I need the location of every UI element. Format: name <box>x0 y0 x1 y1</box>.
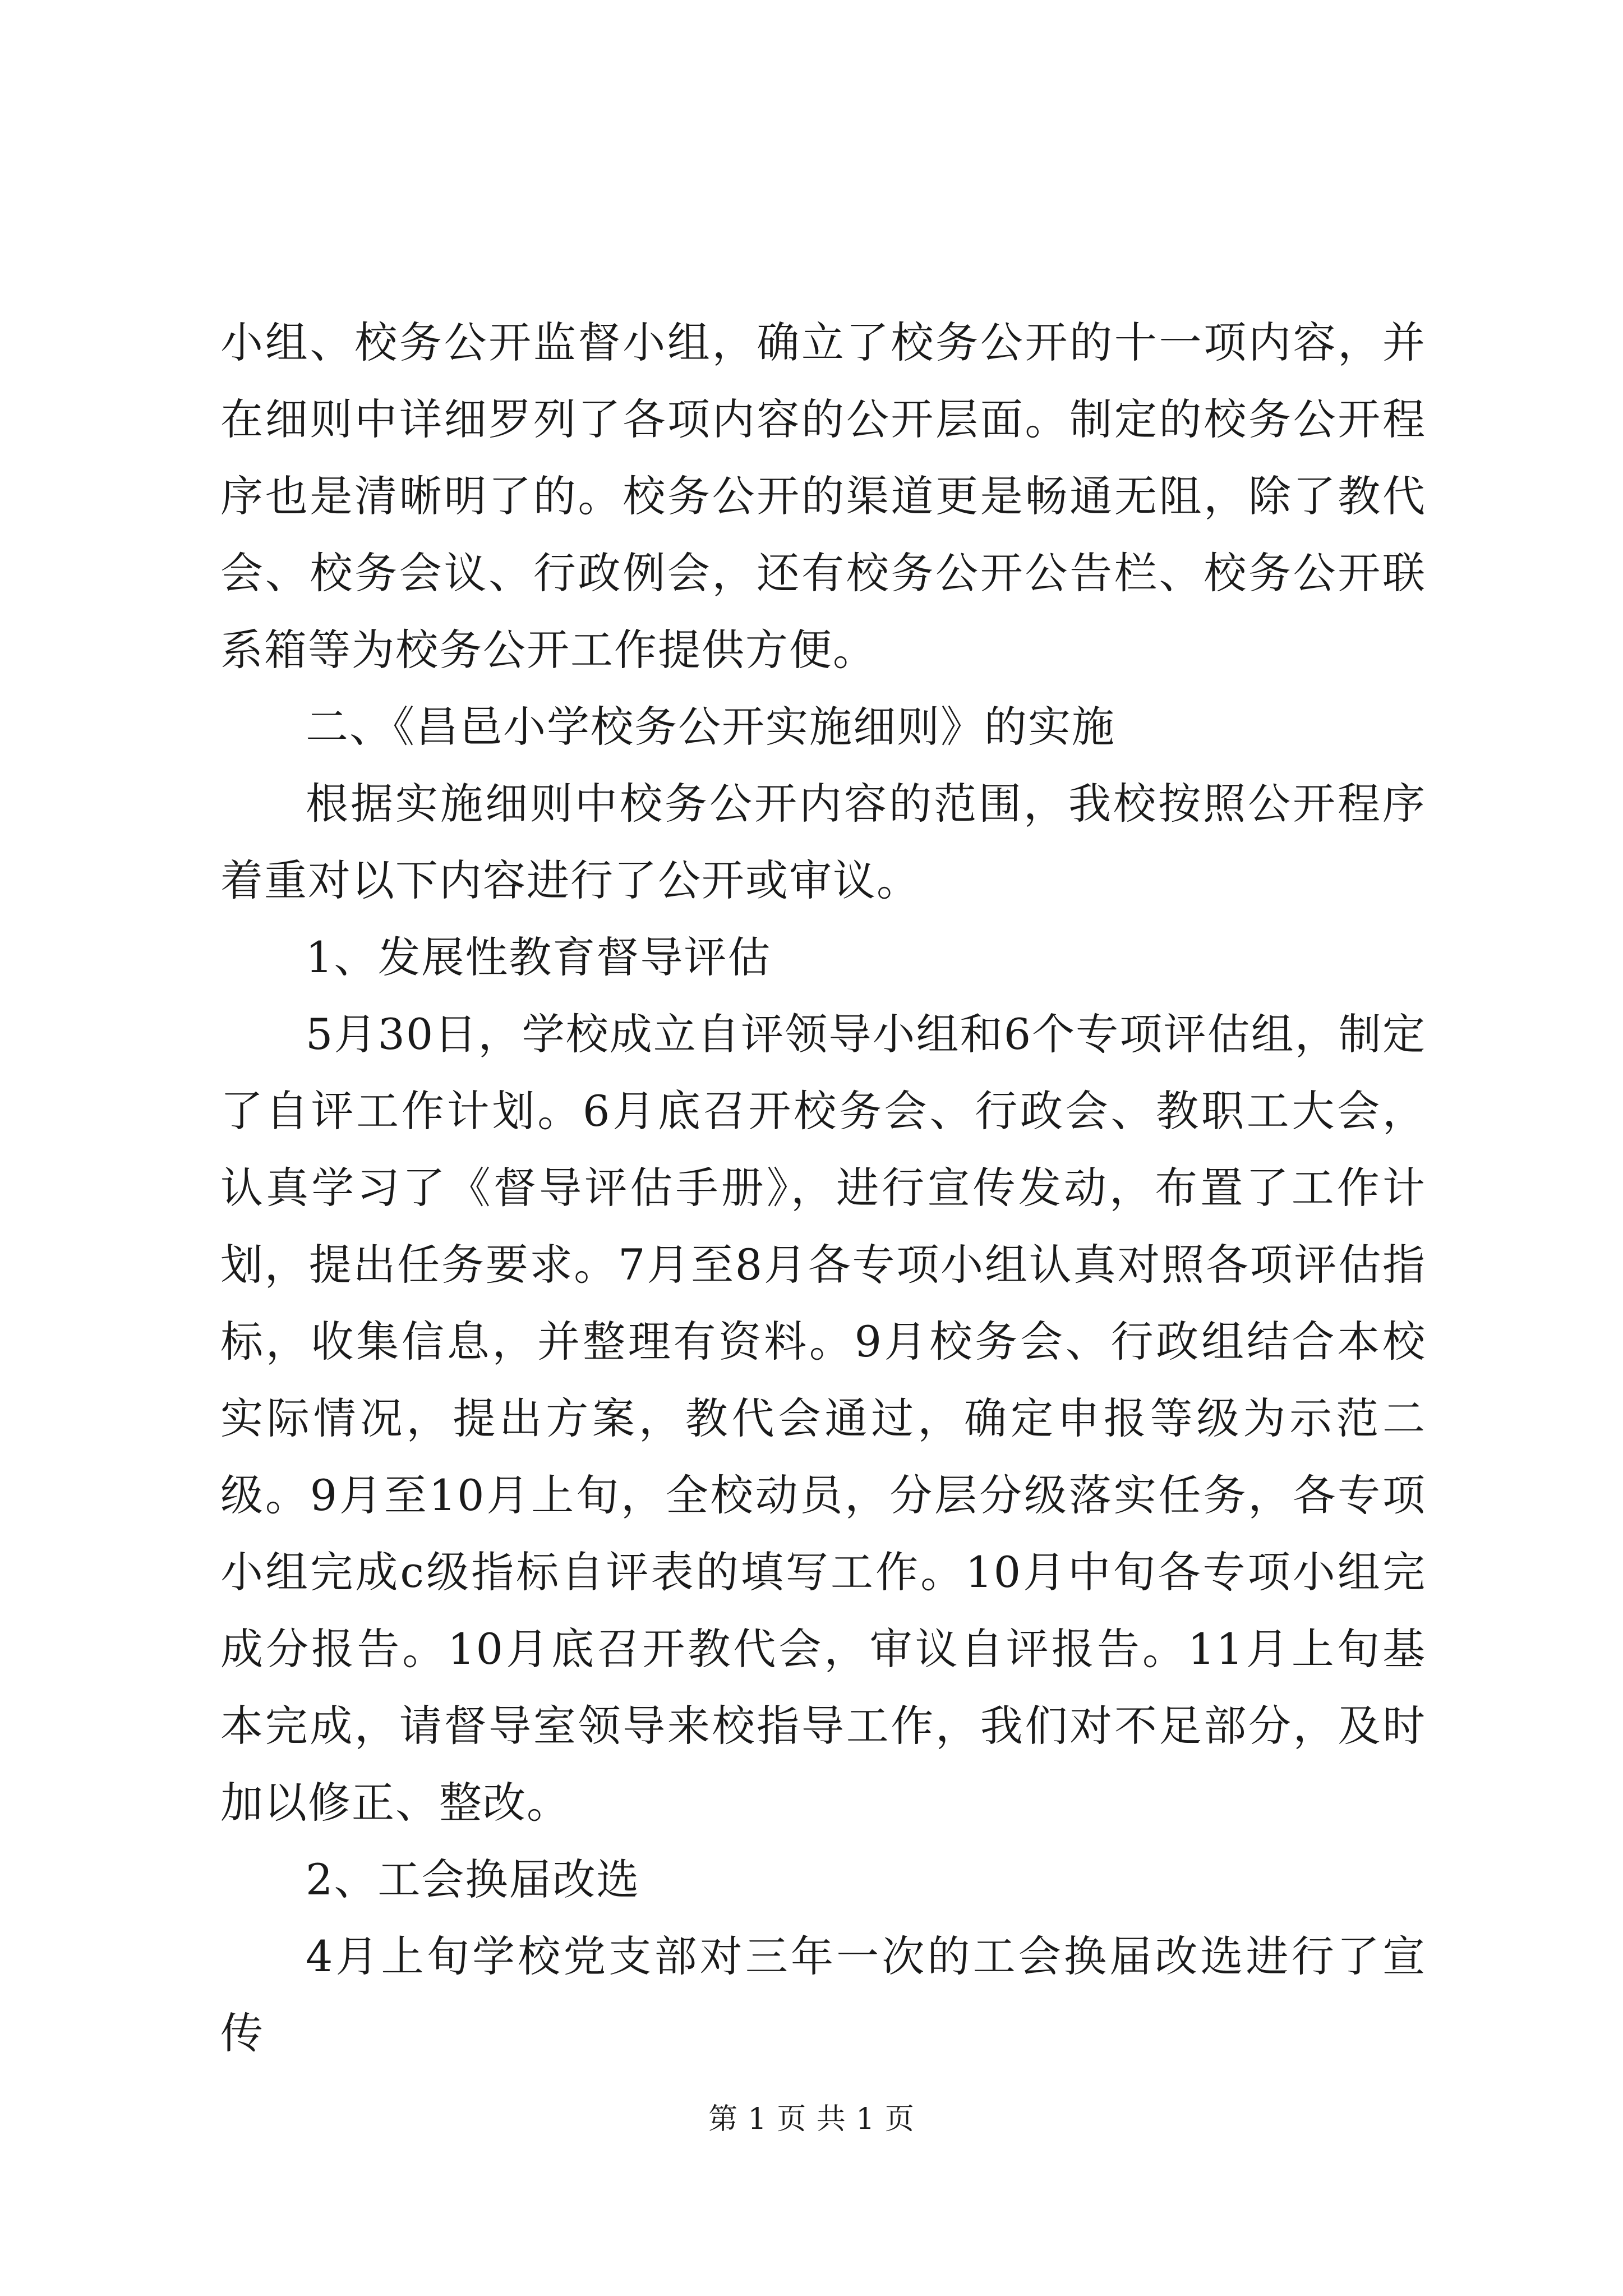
paragraph-evaluation: 5月30日，学校成立自评领导小组和6个专项评估组，制定了自评工作计划。6月底召开校务会、行政会、教职工大会，认真学习了《督导评估手册》，进行宣传发动，布置了工作计划，提出任务要求。7月至8月各专项小组认真对照各项评估指标，收集信息，并整理有资料。9月校务会、行政组结合本校实际情况，提出方案，教代会通过，确定申报等级为示范二级。9月至10月上旬，全校动员，分层分级落实任务，各专项小组完成c级指标自评表的填写工作。10月中旬各专项小组完成分报告。10月底召开教代会，审议自评报告。11月上旬基本完成，请督导室领导来校指导工作，我们对不足部分，及时加以修正、整改。 <box>220 1009 1426 1828</box>
paragraph-union-election: 4月上旬学校党支部对三年一次的工会换届改选进行了宣传 <box>220 1931 1426 2058</box>
paragraph-intro: 根据实施细则中校务公开内容的范围，我校按照公开程序着重对以下内容进行了公开或审议。 <box>220 779 1426 905</box>
paragraph-continuation: 小组、校务公开监督小组，确立了校务公开的十一项内容，并在细则中详细罗列了各项内容的公开层面。制定的校务公开程序也是清晰明了的。校务公开的渠道更是畅通无阻，除了教代会、校务会议、行政例会，还有校务公开公告栏、校务公开联系箱等为校务公开工作提供方便。 <box>220 318 1426 675</box>
page-footer: 第 1 页 共 1 页 <box>708 2102 915 2136</box>
document-body <box>220 304 1426 2072</box>
subheading-2: 2、工会换届改选 <box>306 1855 640 1904</box>
section-heading-2: 二、《昌邑小学校务公开实施细则》的实施 <box>306 702 1115 752</box>
subheading-1: 1、发展性教育督导评估 <box>306 932 772 982</box>
